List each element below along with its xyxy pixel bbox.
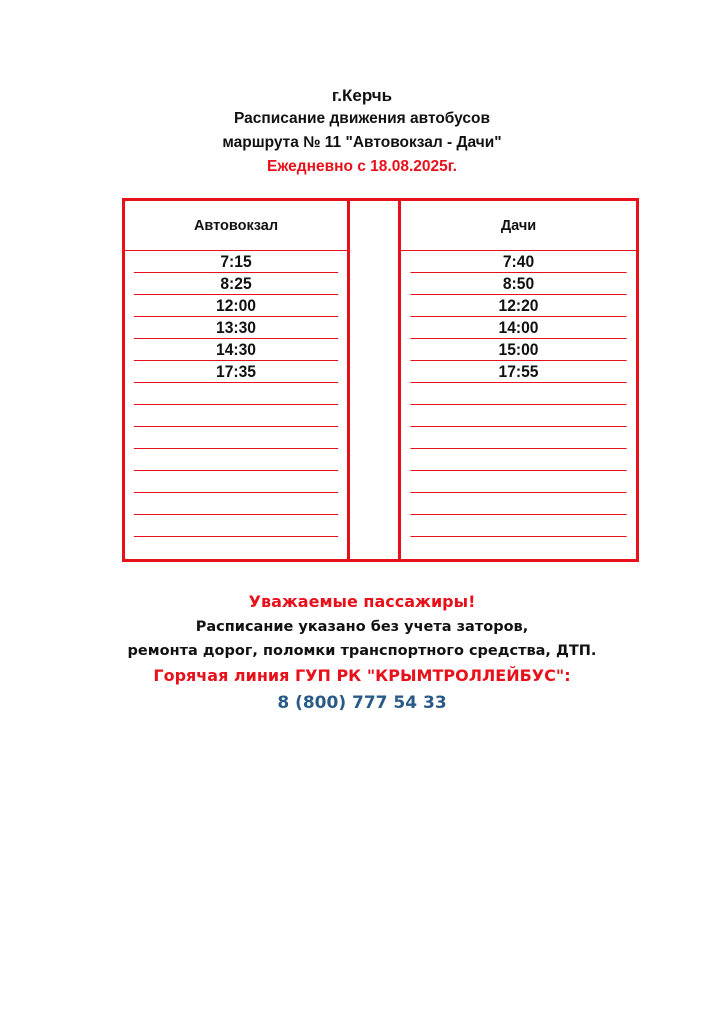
timetable-spacer-column (347, 198, 401, 562)
time-cell: 8:50 (410, 273, 626, 295)
time-cell: 12:20 (410, 295, 626, 317)
time-cell (134, 405, 338, 427)
time-cell (134, 493, 338, 515)
city-title: г.Керчь (331, 86, 393, 105)
hotline-phone: 8 (800) 777 54 33 (277, 693, 447, 713)
route-title: маршрута № 11 "Автовокзал - Дачи" (222, 134, 502, 151)
rows-avtovokzal (125, 251, 347, 559)
time-cell (410, 449, 626, 471)
time-cell: 17:55 (410, 361, 626, 383)
time-cell (134, 383, 338, 405)
time-cell (134, 537, 338, 559)
hotline-label: Горячая линия ГУП РК "КРЫМТРОЛЛЕЙБУС": (153, 666, 571, 685)
time-cell (134, 515, 338, 537)
time-cell (410, 427, 626, 449)
time-cell: 14:30 (134, 339, 338, 361)
time-cell (410, 405, 626, 427)
notice-line-1: Расписание указано без учета заторов, (195, 619, 529, 635)
time-cell: 7:40 (410, 251, 626, 273)
time-cell (410, 383, 626, 405)
time-cell: 17:35 (134, 361, 338, 383)
time-cell: 13:30 (134, 317, 338, 339)
time-cell (410, 515, 626, 537)
time-cell (134, 427, 338, 449)
rows-dachi (401, 251, 636, 559)
time-cell (134, 471, 338, 493)
time-cell (410, 493, 626, 515)
time-cell (410, 471, 626, 493)
time-cell: 15:00 (410, 339, 626, 361)
notice-greeting: Уважаемые пассажиры! (248, 592, 476, 611)
time-cell (134, 449, 338, 471)
schedule-title: Расписание движения автобусов (233, 110, 491, 127)
column-header-dachi: Дачи (401, 201, 636, 251)
time-cell: 7:15 (134, 251, 338, 273)
validity-date: Ежедневно с 18.08.2025г. (267, 158, 457, 175)
time-cell (410, 537, 626, 559)
column-header-avtovokzal: Автовокзал (125, 201, 347, 251)
timetable-column-dachi (398, 198, 639, 562)
notice-line-2: ремонта дорог, поломки транспортного средства, ДТП. (127, 643, 597, 659)
time-cell: 12:00 (134, 295, 338, 317)
time-cell: 8:25 (134, 273, 338, 295)
time-cell: 14:00 (410, 317, 626, 339)
timetable-column-avtovokzal (122, 198, 350, 562)
timetable (122, 198, 639, 562)
